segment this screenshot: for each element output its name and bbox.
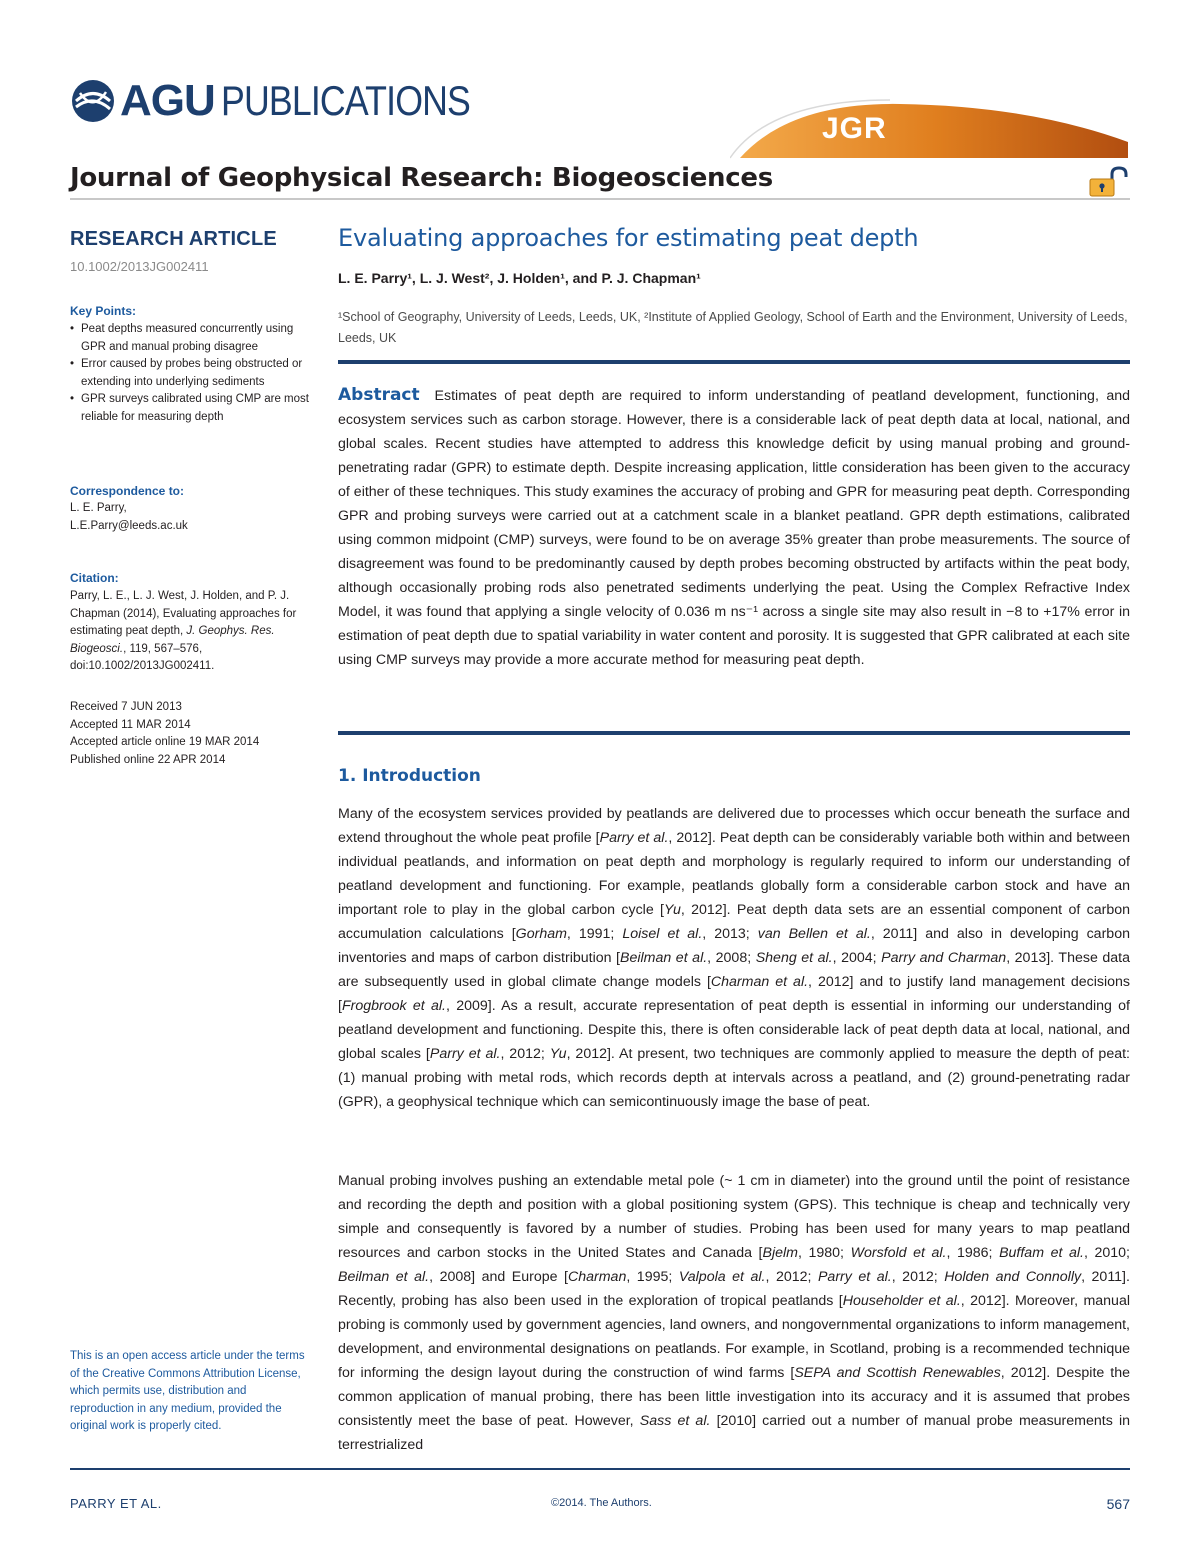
citation-reference: Frogbrook et al. — [341, 998, 446, 1014]
key-point-item: • Error caused by probes being obstructed or extending into underlying sediments — [70, 356, 310, 391]
abstract-section — [338, 383, 1130, 672]
text-run: , 2004; — [832, 950, 882, 966]
agu-globe-icon — [70, 78, 116, 124]
citation-reference: Buffam et al. — [999, 1245, 1084, 1261]
citation-reference: Householder et al. — [842, 1293, 961, 1309]
citation-reference: Bjelm — [762, 1245, 798, 1261]
correspondence-name: L. E. Parry, — [70, 502, 127, 514]
citation-reference: Charman — [567, 1269, 627, 1285]
text-run: , 1995; — [626, 1269, 679, 1285]
abstract-top-rule — [338, 360, 1130, 364]
citation-reference: Worsfold et al. — [850, 1245, 947, 1261]
introduction-heading: 1. Introduction — [338, 766, 481, 786]
citation-journal: J. Geophys. Res. Biogeosci. — [70, 625, 275, 655]
article-title: Evaluating approaches for estimating peat depth — [338, 224, 919, 252]
citation-reference: Beilman et al. — [620, 950, 708, 966]
text-run: , 2012]. Peat depth can be considerably variable both within and between individual peatlands, and information on peat depth and morphology is regularly required to inform our understanding of peatland development and functioning. For example, peatlands globally form a considerable carbon stock and have an important role to play in the global carbon cycle [ — [338, 830, 1130, 918]
key-point-item: • Peat depths measured concurrently using GPR and manual probing disagree — [70, 321, 310, 356]
article-type-label: RESEARCH ARTICLE — [70, 228, 277, 250]
citation-reference: Parry and Charman — [881, 950, 1007, 966]
abstract-bottom-rule — [338, 731, 1130, 735]
open-access-notice[interactable]: This is an open access article under the terms of the Creative Commons Attribution License, which permits use, distribution and reproduction in any medium, provided the original work is properly cited. — [70, 1350, 305, 1432]
citation-reference: SEPA and Scottish Renewables — [794, 1365, 1001, 1381]
doi-text[interactable]: 10.1002/2013JG002411 — [70, 259, 209, 274]
text-run: , 2012] and to justify land management decisions [ — [338, 974, 1130, 1014]
text-run: , 2012]. Despite the common application of manual probing, there has been little investigation into its accuracy and it is assumed that probes consistently meet the base of peat. However, — [338, 1365, 1130, 1429]
text-run: , 2011]. Recently, probing has also been used in the exploration of tropical peatlands [ — [338, 1269, 1130, 1309]
accepted-online-date: Accepted article online 19 MAR 2014 — [70, 736, 260, 748]
footer-divider — [70, 1468, 1130, 1470]
text-run: , 2012; — [500, 1046, 550, 1062]
agu-publications-logo — [70, 78, 514, 124]
text-run: , 2010; — [1083, 1245, 1130, 1261]
author-list: L. E. Parry¹, L. J. West², J. Holden¹, and P. J. Chapman¹ — [338, 270, 701, 286]
citation-reference: Yu — [664, 902, 681, 918]
text-run: Many of the ecosystem services provided by peatlands are delivered due to processes which occur beneath the surface and extend throughout the whole peat profile [ — [338, 806, 1130, 846]
jgr-swoosh-icon — [730, 98, 1130, 160]
received-date: Received 7 JUN 2013 — [70, 701, 182, 713]
text-run: , 2008; — [707, 950, 756, 966]
running-head-authors: PARRY ET AL. — [70, 1496, 162, 1511]
key-point-item: • GPR surveys calibrated using CMP are most reliable for measuring depth — [70, 391, 310, 426]
text-run: , 2012; — [891, 1269, 945, 1285]
page-number: 567 — [1106, 1496, 1130, 1512]
jgr-badge: JGR — [822, 112, 887, 145]
text-run: [2010] carried out a number of manual probe measurements in terrestrialized — [338, 1413, 1130, 1453]
citation-volume-doi: , 119, 567–576, doi:10.1002/2013JG002411. — [70, 642, 215, 672]
introduction-paragraph-1 — [338, 802, 1130, 1114]
correspondence-block — [70, 500, 188, 535]
text-run: , 1980; — [797, 1245, 851, 1261]
text-run: , 1986; — [946, 1245, 1000, 1261]
citation-reference: Parry et al. — [429, 1046, 501, 1062]
published-online-date: Published online 22 APR 2014 — [70, 753, 226, 766]
citation-reference: Gorham — [515, 926, 567, 942]
logo-publications-text: PUBLICATIONS — [220, 77, 470, 124]
copyright-notice: ©2014. The Authors. — [551, 1497, 652, 1509]
affiliations: ¹School of Geography, University of Leeds, Leeds, UK, ²Institute of Applied Geology, School of Earth and the Environment, University of Leeds, Leeds, UK — [338, 310, 1128, 345]
citation-reference: van Bellen et al. — [757, 926, 871, 942]
text-run: , 2011] and also in developing carbon inventories and maps of carbon distribution [ — [338, 926, 1130, 966]
citation-reference: Sass et al. — [639, 1413, 711, 1429]
text-run: , 2008] and Europe [ — [429, 1269, 568, 1285]
text-run: , 2012; — [765, 1269, 818, 1285]
citation-reference: Beilman et al. — [338, 1269, 430, 1285]
citation-reference: Loisel et al. — [622, 926, 703, 942]
citation-reference: Holden and Connolly — [944, 1269, 1082, 1285]
text-run: , 2012]. Peat depth data sets are an essential component of carbon accumulation calculations [ — [338, 902, 1130, 942]
citation-reference: Charman et al. — [710, 974, 809, 990]
text-run: , 1991; — [566, 926, 623, 942]
text-run: Manual probing involves pushing an extendable metal pole (~ 1 cm in diameter) into the ground until the point of resistance and recording the depth and position with a global positioning system (GPS). This technique is cheap and technically very simple and consequently is favored by a number of studies. Probing has been used for many years to map peatland resources and carbon stocks in the United States and Canada [ — [338, 1173, 1130, 1261]
citation-reference: Parry et al. — [599, 830, 669, 846]
correspondence-email-link[interactable]: L.E.Parry@leeds.ac.uk — [70, 519, 188, 532]
header-divider — [70, 198, 1130, 200]
citation-reference: Parry et al. — [817, 1269, 892, 1285]
abstract-label: Abstract — [338, 385, 420, 405]
citation-authors-title: Parry, L. E., L. J. West, J. Holden, and P. J. Chapman (2014), Evaluating approaches for estimating peat depth, — [70, 590, 297, 637]
open-access-lock-icon[interactable] — [1088, 165, 1130, 197]
correspondence-heading: Correspondence to: — [70, 484, 185, 498]
logo-agu-text: AGU — [120, 76, 215, 125]
citation-heading: Citation: — [70, 571, 119, 585]
citation-reference: Yu — [549, 1046, 567, 1062]
article-dates — [70, 699, 259, 769]
key-points-list — [70, 321, 310, 426]
citation-reference: Valpola et al. — [678, 1269, 766, 1285]
text-run: , 2012]. Moreover, manual probing is commonly used by government agencies, land owners, and nongovernmental organizations to inform management, development, and environmental designations on peatlands. For example, in Scotland, probing is a recommended technique for informing the design layout during the construction of wind farms [ — [338, 1293, 1130, 1381]
text-run: , 2013]. These data are subsequently used in global climate change models [ — [338, 950, 1130, 990]
text-run: , 2012]. At present, two techniques are commonly applied to measure the depth of peat: (1) manual probing with metal rods, which records depth at intervals across a peatland, and (2) ground-penetrating radar (GPR), a geophysical technique which can semicontinuously image the base of peat. — [338, 1046, 1130, 1110]
introduction-paragraph-2 — [338, 1169, 1130, 1457]
text-run: , 2013; — [702, 926, 758, 942]
accepted-date: Accepted 11 MAR 2014 — [70, 718, 191, 731]
citation-text — [70, 588, 315, 676]
key-points-heading: Key Points: — [70, 304, 137, 318]
text-run: , 2009]. As a result, accurate representation of peat depth is essential in informing our understanding of peatland development and functioning. Despite this, there is often considerable lack of peat depth data at local, national, and global scales [ — [338, 998, 1130, 1062]
citation-reference: Sheng et al. — [755, 950, 833, 966]
journal-title: Journal of Geophysical Research: Biogeosciences — [70, 163, 773, 193]
abstract-text: Estimates of peat depth are required to inform understanding of peatland development, functioning, and ecosystem services such as carbon storage. However, there is a considerable lack of peat depth data at local, national, and global scales. Recent studies have attempted to address this knowledge deficit by using manual probing and ground-penetrating radar (GPR) to estimate depth. Despite increasing application, little consideration has been given to the accuracy of either of these techniques. This study examines the accuracy of probing and GPR for measuring peat depth. Corresponding GPR and probing surveys were carried out at a catchment scale in a blanket peatland. GPR depth estimations, calibrated using common midpoint (CMP) surveys, were found to be on average 35% greater than probe measurements. The source of disagreement was found to be predominantly caused by depth probes becoming obstructed by artifacts within the peat body, although occasionally probing rods also penetrated sediments underlying the peat. Using the Complex Refractive Index Model, it was found that applying a single velocity of 0.036 m ns⁻¹ across a single site may also result in −8 to +17% error in estimation of peat depth due to spatial variability in water content and porosity. It is suggested that GPR calibrated at each site using CMP surveys may provide a more accurate method for measuring peat depth. — [338, 388, 1130, 668]
